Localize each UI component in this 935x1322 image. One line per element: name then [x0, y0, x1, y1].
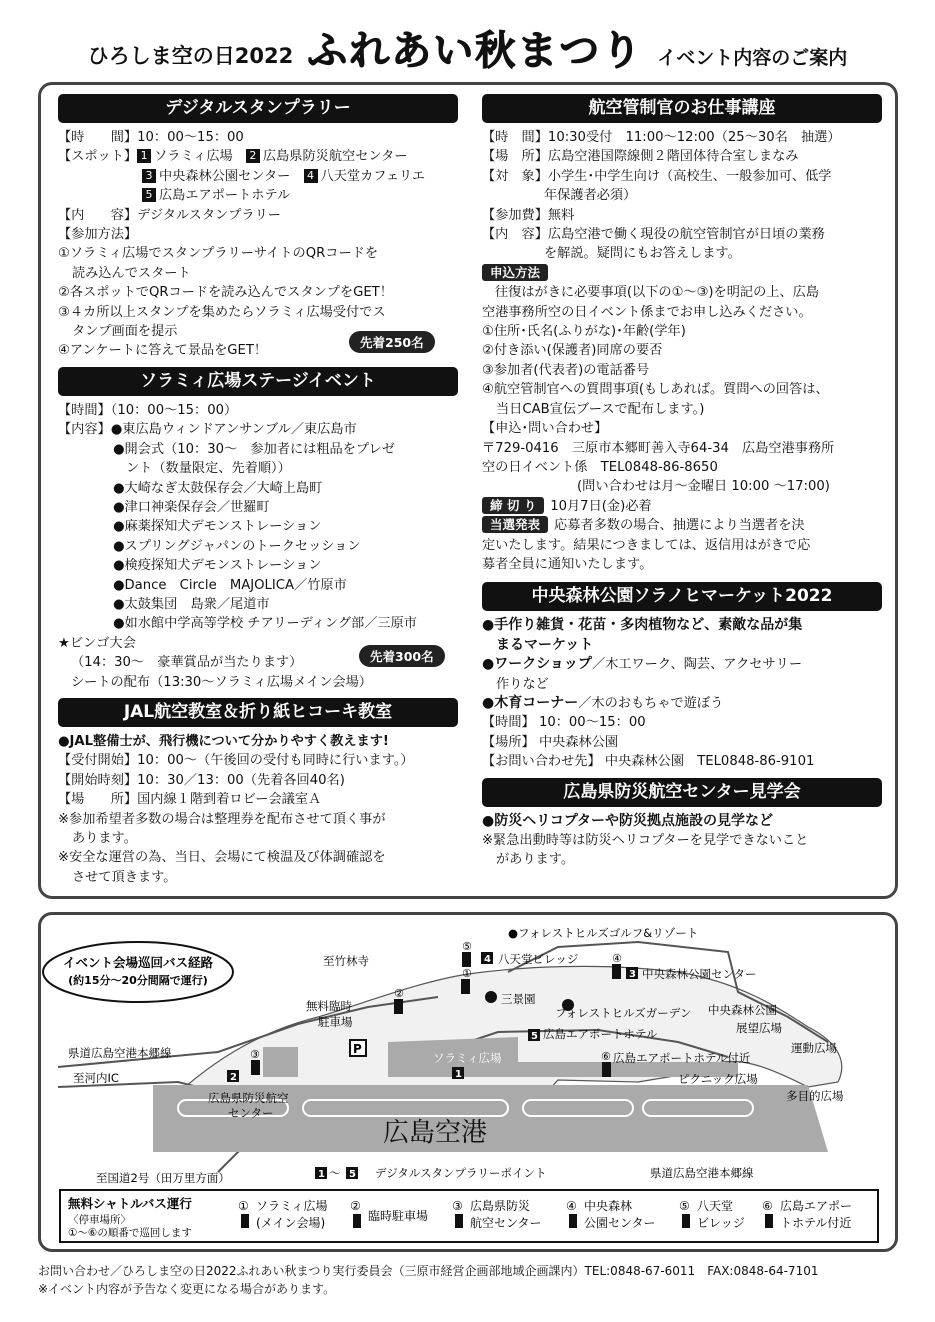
- atc-apply-7: 当日CAB宣伝ブースで配布します。): [496, 401, 705, 417]
- stage-bingo: ★ビンゴ大会: [58, 635, 136, 651]
- label-parking-2: 駐車場: [318, 1015, 353, 1029]
- jal-start: 【開始時刻】10：30／13：00（先着各回40名): [58, 772, 345, 788]
- stamp-spots-row3: 5 広島エアポートホテル: [58, 186, 458, 205]
- legend-stamp-point: デジタルスタンプラリーポイント: [375, 1166, 547, 1180]
- shuttle-stop-6-name: 広島エアポー: [780, 1199, 853, 1213]
- atc-apply-5: ③参加者(代表者)の電話番号: [482, 362, 650, 378]
- label-airport: 広島空港: [383, 1118, 488, 1148]
- shuttle-stop-5-sub: ビレッジ: [697, 1216, 745, 1230]
- atc-apply-6: ④航空管制官への質問事項(もしあれば。質問への回答は、: [482, 382, 829, 398]
- label-center: 中央森林公園センター: [642, 967, 757, 981]
- map-point-2: 2: [230, 1072, 237, 1083]
- market-item-3: ●木育コーナー／木のおもちゃで遊ぼう: [482, 694, 724, 711]
- atc-result: 当選発表 応募者多数の場合、抽選により当選者を決: [482, 516, 882, 535]
- label-tenbo: 展望広場: [736, 1021, 782, 1035]
- market-time: 【時間】 10：00～15：00: [482, 715, 646, 731]
- market-title: 中央森林公園ソラノヒマーケット2022: [482, 582, 882, 611]
- page-title: ふれあい秋まつり: [307, 28, 644, 74]
- shuttle-stop-1-num: ①: [238, 1199, 249, 1213]
- market-item-1b: まるマーケット: [496, 636, 594, 653]
- route-title: イベント会場巡回バス経路: [62, 955, 214, 970]
- stage-bingo-3: シートの配布（13:30～ソラミィ広場メイン会場）: [71, 674, 372, 690]
- stage-item-1: ●開会式（10：30～ 参加者には粗品をプレゼ: [113, 441, 395, 457]
- stamp-method-label: 【参加方法】: [58, 227, 138, 243]
- label-kokudo: 至国道2号（田万里方面）: [96, 1171, 230, 1185]
- atc-deadline: 締 切 り 10月7日(金)必着: [482, 497, 882, 516]
- label-kawachi: 至河内IC: [73, 1071, 119, 1085]
- stage-item-6: ●スプリングジャパンのトークセッション: [113, 538, 361, 554]
- label-soramy: ソラミィ広場: [433, 1051, 502, 1065]
- label-picnic: ピクニック広場: [678, 1072, 758, 1086]
- label-forest-park: 中央森林公園: [708, 1003, 777, 1017]
- atc-contact-label: 【申込･問い合わせ】: [482, 421, 608, 437]
- atc-title: 航空管制官のお仕事講座: [482, 94, 882, 123]
- stage-item-5: ●麻薬探知犬デモンストレーション: [113, 519, 322, 535]
- stop-4-mark: ④: [612, 952, 622, 965]
- jal-note-2b: させて頂きます。: [72, 869, 177, 885]
- stage-title: ソラミィ広場ステージイベント: [58, 367, 458, 396]
- stamp-spots-row2: 3 中央森林公園センター 4 八天堂カフェリエ: [58, 167, 458, 186]
- footer-note: ※イベント内容が予告なく変更になる場合があります。: [38, 1282, 336, 1296]
- route-bubble: [43, 942, 233, 1002]
- atc-contact-address: 〒729-0416 三原市本郷町善入寺64-34 広島空港事務所: [482, 440, 835, 456]
- market-contact: 【お問い合わせ先】 中央森林公園 TEL0848-86-9101: [482, 754, 815, 770]
- shuttle-stop-1-sub: (メイン会場): [256, 1216, 326, 1230]
- shuttle-stop-4-name: 中央森林: [584, 1199, 633, 1213]
- jal-note-1: ※参加希望者多数の場合は整理券を配布させて頂く事が: [58, 811, 386, 827]
- map-point-1: 1: [455, 1069, 462, 1080]
- jal-note-2: ※安全な運営の為、当日、会場にて検温及び体調確認を: [58, 850, 386, 866]
- shuttle-sub-2: ①～⑥の順番で巡回します: [68, 1227, 192, 1239]
- label-honkyo-2: 県道広島空港本郷線: [650, 1166, 754, 1180]
- map-point-3: 3: [629, 969, 636, 980]
- stamp-method-3: ③４カ所以上スタンプを集めたらソラミィ広場受付でス: [58, 304, 386, 320]
- shuttle-stop-3-name: 広島県防災: [470, 1199, 531, 1213]
- atc-contact-hours: (問い合わせは月～金曜日 10:00 ～17:00): [577, 479, 830, 495]
- atc-contact-tel: 空の日イベント係 TEL0848-86-8650: [482, 459, 718, 475]
- atc-target: 【対 象】小学生･中学生向け（高校生、一般参加可、低学: [482, 168, 832, 184]
- atc-target-b: 年保護者必須）: [544, 188, 637, 204]
- legend-range: ～: [329, 1166, 341, 1180]
- atc-place: 【場 所】広島空港国際線側２階団体待合室しまなみ: [482, 149, 799, 165]
- stamp-method-1b: 読み込んでスタート: [72, 265, 191, 281]
- stage-item-10: ●如水館中学高等学校 チアリーディング部／三原市: [113, 616, 417, 632]
- shuttle-stop-6-num: ⑥: [762, 1199, 773, 1213]
- label-honkyo: 県道広島空港本郷線: [68, 1046, 172, 1060]
- stage-item-1b: ント（数量限定、先着順））: [126, 461, 291, 477]
- stage-item-0: 【内容】●東広島ウィンドアンサンブル／東広島市: [58, 422, 357, 438]
- stage-item-8: ●Dance Circle MAJOLICA／竹原市: [113, 577, 347, 593]
- shuttle-stop-6-sub: トホテル付近: [780, 1216, 852, 1230]
- market-place: 【場所】 中央森林公園: [482, 734, 619, 750]
- atc-apply-tag-row: [482, 264, 882, 283]
- stamp-time: 【時 間】10：00～15：00: [58, 130, 244, 145]
- stage-item-7: ●検疫探知犬デモンストレーション: [113, 558, 322, 574]
- header-prefix: ひろしま空の日2022: [87, 44, 294, 68]
- stage-item-9: ●太鼓集団 島衆／尾道市: [113, 596, 270, 612]
- label-parking-1: 無料臨時: [306, 999, 352, 1013]
- shuttle-stop-3-num: ③: [452, 1199, 463, 1213]
- stamp-title: デジタルスタンプラリー: [58, 94, 458, 123]
- label-p: P: [353, 1042, 362, 1056]
- shuttle-title: 無料シャトルバス運行: [68, 1196, 192, 1211]
- apply-method-tag: 申込方法: [482, 264, 548, 281]
- jal-note-1b: あります。: [72, 831, 137, 846]
- stamp-limit-badge: 先着250名: [349, 331, 435, 353]
- label-hattendo: 八天堂ビレッジ: [498, 952, 579, 966]
- stamp-spots-row1: 【スポット】 1 ソラミィ広場 2 広島県防災航空センター: [58, 149, 408, 165]
- bousai-item-1: ●防災ヘリコプターや防災拠点施設の見学など: [482, 812, 773, 829]
- label-fh-garden: フォレストヒルズガーデン: [555, 1006, 692, 1020]
- map-point-4: 4: [484, 954, 491, 965]
- market-item-2: ●ワークショップ／木工ワーク、陶芸、アクセサリー: [482, 656, 803, 673]
- sankeien-dot: [485, 991, 497, 1003]
- atc-time: 【時 間】10:30受付 11:00～12:00（25～30名 抽選）: [482, 130, 841, 145]
- shuttle-stop-1-name: ソラミィ広場: [256, 1199, 328, 1213]
- jal-place: 【場 所】国内線１階到着ロビー会議室Ａ: [58, 792, 322, 808]
- label-undo: 運動広場: [791, 1041, 837, 1055]
- result-tag: 当選発表: [482, 516, 548, 533]
- route-sub: (約15分～20分間隔で運行): [68, 974, 208, 987]
- atc-section: [482, 94, 882, 574]
- bousai-building: [263, 1047, 298, 1077]
- page-header: [0, 28, 935, 76]
- bousai-note: ※緊急出動時等は防災ヘリコプターを見学できないこと: [482, 833, 809, 848]
- atc-apply-2: 空港事務所空の日イベント係までお申し込みください。: [482, 304, 812, 320]
- stage-time: 【時間】（10：00～15：00）: [58, 402, 238, 418]
- shuttle-stop-3-sub: 航空センター: [470, 1216, 542, 1230]
- shuttle-sub-1: 〈停車場所〉: [68, 1214, 131, 1226]
- atc-fee: 【参加費】無料: [482, 207, 575, 223]
- jal-section: [58, 698, 458, 887]
- market-item-1: ●手作り雑貨・花苗・多肉植物など、素敵な品が集: [482, 617, 803, 634]
- shuttle-stop-2-name: 臨時駐車場: [368, 1209, 429, 1223]
- market-item-2b: 作りなど: [496, 676, 549, 692]
- bousai-section: [482, 778, 882, 870]
- atc-result-3: 募者全員に通知いたします。: [482, 556, 653, 572]
- shuttle-stop-4-num: ④: [566, 1199, 577, 1213]
- stop-1-mark: ①: [462, 967, 472, 980]
- atc-content-b: を解説。疑問にもお答えします。: [544, 246, 741, 262]
- stage-section: [58, 367, 458, 692]
- map-panel: [38, 912, 898, 1252]
- shuttle-stop-5-num: ⑤: [679, 1199, 690, 1213]
- jal-title: JAL航空教室＆折り紙ヒコーキ教室: [58, 698, 458, 727]
- stamp-method-4: ④アンケートに答えて景品をGET！: [58, 343, 268, 359]
- header-suffix: イベント内容のご案内: [657, 47, 848, 69]
- stamp-section: [58, 94, 458, 361]
- bousai-note-b: があります。: [496, 852, 575, 868]
- stamp-method-2: ②各スポットでQRコードを読み込んでスタンプをGET！: [58, 285, 393, 301]
- taxiway-3: [523, 1100, 633, 1116]
- stamp-method-1: ①ソラミィ広場でスタンプラリーサイトのQRコードを: [58, 246, 379, 262]
- shuttle-stop-2-num: ②: [350, 1199, 361, 1213]
- stage-item-3: ●大崎なぎ太鼓保存会／大崎上島町: [113, 480, 323, 496]
- footer: [38, 1262, 908, 1298]
- stop-2-mark: ②: [394, 987, 404, 1000]
- label-chikurinji: 至竹林寺: [323, 954, 369, 968]
- bingo-limit-badge: 先着300名: [359, 645, 445, 667]
- area-map: [38, 912, 898, 1252]
- taxiway-4: [643, 1100, 753, 1116]
- atc-apply-3: ①住所･氏名(ふりがな)･年齢(学年): [482, 324, 686, 340]
- market-section: [482, 582, 882, 771]
- jal-lead: ●JAL整備士が、飛行機について分かりやすく教えます!: [58, 733, 389, 749]
- stop-5-mark: ⑤: [462, 940, 472, 953]
- label-bousai-1: 広島県防災航空: [208, 1091, 289, 1105]
- stage-bingo-2: （14：30～ 豪華賞品が当たります）: [71, 655, 303, 671]
- legend-point-1: 1: [318, 1169, 325, 1180]
- label-sankeien: 三景園: [501, 992, 536, 1006]
- atc-apply-1: 往復はがきに必要事項(以下の①～③)を明記の上、広島: [495, 285, 820, 301]
- stamp-method-3b: タンプ画面を提示: [72, 324, 178, 340]
- jal-reception: 【受付開始】10：00～（午後回の受付も同時に行います。）: [58, 753, 414, 769]
- deadline-tag: 締 切 り: [482, 497, 544, 514]
- right-column: [482, 94, 882, 873]
- shuttle-stop-4-sub: 公園センター: [584, 1216, 656, 1230]
- stop-6-mark: ⑥: [601, 1050, 611, 1063]
- footer-contact: お問い合わせ／ひろしま空の日2022ふれあい秋まつり実行委員会（三原市経営企画部地域企画課内）TEL:0848-67-6011 FAX:0848-64-7101: [38, 1264, 819, 1278]
- taxiway-2: [303, 1100, 508, 1116]
- label-bousai-2: センター: [228, 1106, 274, 1120]
- shuttle-stop-5-name: 八天堂: [697, 1199, 734, 1213]
- stage-item-4: ●津口神楽保存会／世羅町: [113, 499, 270, 515]
- label-hotel: 広島エアポートホテル: [543, 1027, 658, 1041]
- label-golf: ●フォレストヒルズゴルフ&リゾート: [508, 926, 699, 940]
- atc-content: 【内 容】広島空港で働く現役の航空管制官が日頃の業務: [482, 227, 825, 243]
- bousai-title: 広島県防災航空センター見学会: [482, 778, 882, 807]
- map-point-5: 5: [531, 1031, 538, 1042]
- stamp-content: 【内 容】デジタルスタンプラリー: [58, 207, 281, 223]
- legend-point-5: 5: [349, 1169, 356, 1180]
- atc-apply-4: ②付き添い(保護者)同席の要否: [482, 343, 663, 359]
- label-tamoku: 多目的広場: [786, 1089, 844, 1103]
- stop-3-mark: ③: [250, 1048, 260, 1061]
- left-column: [58, 94, 458, 890]
- label-hotel-near: 広島エアポートホテル付近: [613, 1051, 751, 1065]
- atc-result-2: 定いたします。結果につきましては、返信用はがきで応: [482, 537, 811, 553]
